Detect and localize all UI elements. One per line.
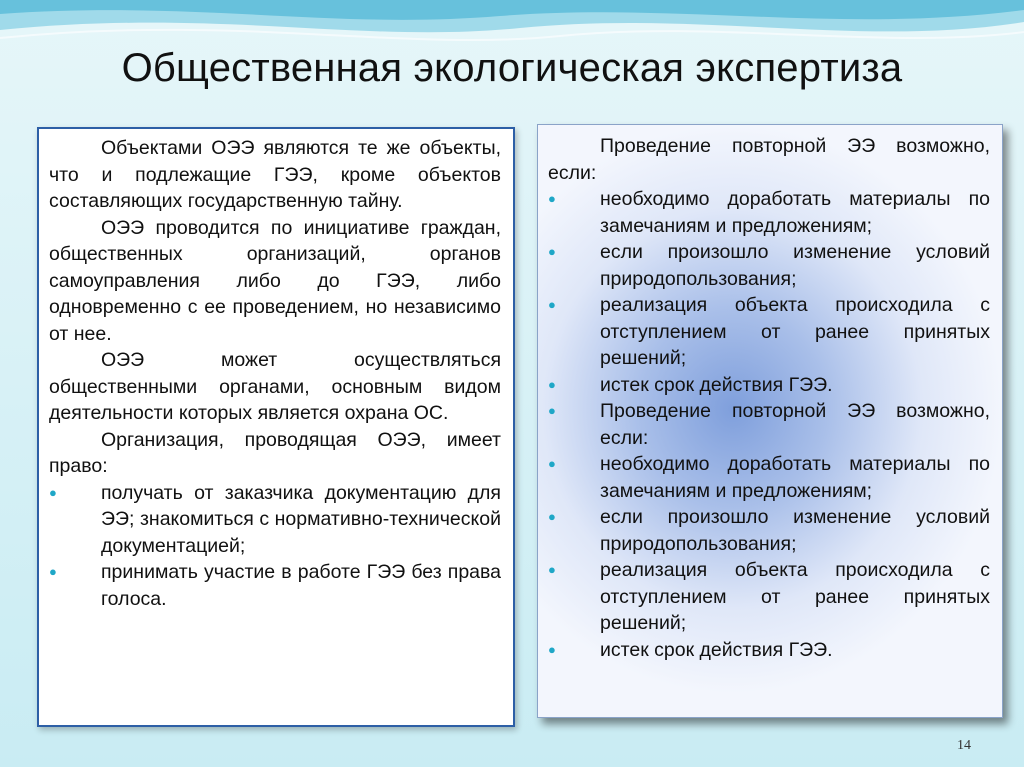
- bullet-icon: ●: [548, 297, 556, 312]
- paragraph: Объектами ОЭЭ являются те же объекты, что и подлежащие ГЭЭ, кроме объектов составляющих государственную тайну.: [49, 137, 501, 212]
- list-item: [548, 637, 990, 664]
- list-item: [49, 559, 501, 612]
- page-number: 14: [957, 738, 971, 753]
- list-item: [548, 292, 990, 372]
- list-item-text: необходимо доработать материалы по замечаниям и предложениям;: [600, 453, 990, 502]
- paragraph: ОЭЭ может осуществляться общественными органами, основным видом деятельности которых является охрана ОС.: [49, 349, 501, 424]
- list-item-text: Проведение повторной ЭЭ возможно, если:: [600, 400, 990, 449]
- bullet-icon: ●: [548, 509, 556, 524]
- bullet-icon: ●: [548, 641, 556, 657]
- list-item: [548, 398, 990, 451]
- list-item-text: реализация объекта происходила с отступлением от ранее принятых решений;: [600, 559, 990, 634]
- left-text-box: [37, 127, 515, 727]
- bullet-icon: ●: [49, 564, 57, 579]
- list-item-text: необходимо доработать материалы по замечаниям и предложениям;: [600, 188, 990, 237]
- paragraph: Организация, проводящая ОЭЭ, имеет право:: [49, 428, 501, 477]
- list-item: [548, 239, 990, 292]
- paragraph: Проведение повторной ЭЭ возможно, если:: [548, 135, 990, 184]
- list-item: [548, 557, 990, 637]
- paragraph: ОЭЭ проводится по инициативе граждан, общественных организаций, органов самоуправления либо до ГЭЭ, либо одновременно с ее проведением, но независимо от нее.: [49, 216, 501, 345]
- right-text-box: [537, 124, 1003, 718]
- bullet-icon: ●: [548, 403, 556, 418]
- list-item: [548, 451, 990, 504]
- slide-title: Общественная экологическая экспертиза: [121, 46, 903, 90]
- list-item-text: принимать участие в работе ГЭЭ без права голоса.: [101, 561, 501, 610]
- bullet-icon: ●: [548, 456, 556, 471]
- list-item: [548, 372, 990, 399]
- list-item-text: если произошло изменение условий природопользования;: [600, 241, 990, 290]
- list-item-text: истек срок действия ГЭЭ.: [600, 373, 833, 396]
- bullet-icon: ●: [548, 244, 556, 259]
- list-item: [548, 186, 990, 239]
- list-item-text: истек срок действия ГЭЭ.: [600, 638, 833, 661]
- bullet-icon: ●: [548, 562, 556, 577]
- bullet-icon: ●: [548, 191, 556, 206]
- list-item-text: получать от заказчика документацию для ЭЭ; знакомиться с нормативно-технической документацией;: [101, 481, 501, 557]
- bullet-icon: ●: [548, 376, 556, 392]
- bullet-icon: ●: [49, 484, 57, 500]
- list-item: [49, 480, 501, 560]
- list-item-text: если произошло изменение условий природопользования;: [600, 506, 990, 555]
- list-item: [548, 504, 990, 557]
- list-item-text: реализация объекта происходила с отступлением от ранее принятых решений;: [600, 294, 990, 369]
